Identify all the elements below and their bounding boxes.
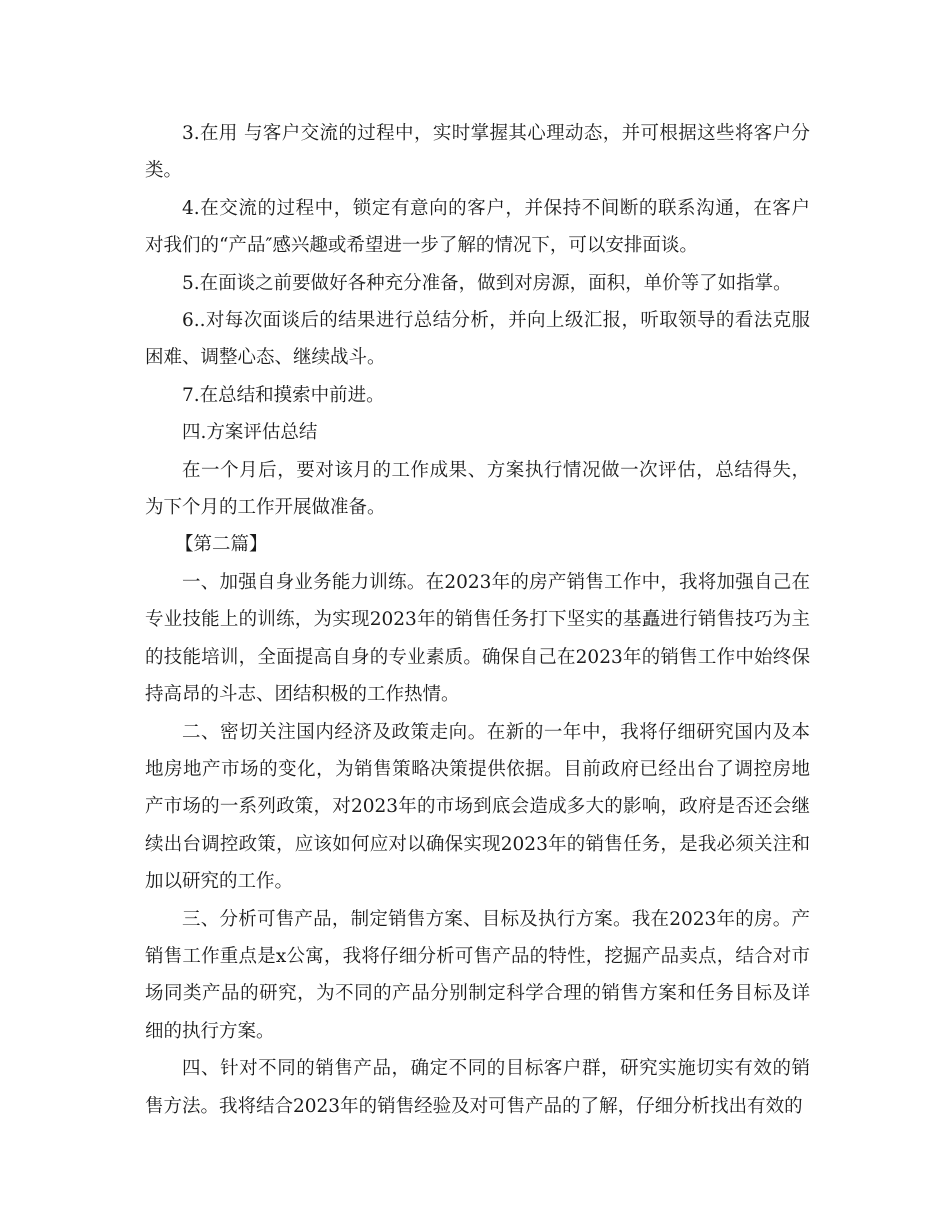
section-heading-evaluation: 四.方案评估总结 [182,422,318,444]
paragraph-evaluation: 在一个月后，要对该月的工作成果、方案执行情况做一次评估，总结得失，为下个月的工作开展做准备。 [145,459,810,519]
paragraph-step-3: 3.在用 与客户交流的过程中，实时掌握其心理动态，并可根据这些将客户分类。 [145,123,810,182]
document-body [145,115,810,1125]
paragraph-point-1: 一、加强自身业务能力训练。在2023年的房产销售工作中，我将加强自己在专业技能上的训练，为实现2023年的销售任务打下坚实的基矗进行销售技巧为主的技能培训，全面提高自身的专业素质。确保自己在2023年的销售工作中始终保持高昂的斗志、团结积极的工作热情。 [145,571,810,706]
section-title-part-two: 【第二篇】 [175,534,268,556]
paragraph-step-5: 5.在面谈之前要做好各种充分准备，做到对房源，面积，单价等了如指掌。 [182,272,792,294]
paragraph-point-4: 四、针对不同的销售产品，确定不同的目标客户群，研究实施切实有效的销售方法。我将结合2023年的销售经验及对可售产品的了解，仔细分析找出有效的 [145,1058,810,1117]
paragraph-step-7: 7.在总结和摸索中前进。 [182,384,385,406]
paragraph-point-3: 三、分析可售产品，制定销售方案、目标及执行方案。我在2023年的房。产销售工作重点是x公寓，我将仔细分析可售产品的特性，挖掘产品卖点，结合对市场同类产品的研究，为不同的产品分别制定科学合理的销售方案和任务目标及详细的执行方案。 [145,908,810,1042]
paragraph-point-2: 二、密切关注国内经济及政策走向。在新的一年中，我将仔细研究国内及本地房地产市场的变化，为销售策略决策提供依据。目前政府已经出台了调控房地产市场的一系列政策，对2023年的市场到底会造成多大的影响，政府是否还会继续出台调控政策，应该如何应对以确保实现2023年的销售任务，是我必须关注和加以研究的工作。 [145,721,810,893]
paragraph-step-6: 6..对每次面谈后的结果进行总结分析，并向上级汇报，听取领导的看法克服困难、调整心态、继续战斗。 [145,310,810,369]
paragraph-step-4: 4.在交流的过程中，锁定有意向的客户，并保持不间断的联系沟通，在客户对我们的“产品″感兴趣或希望进一步了解的情况下，可以安排面谈。 [145,197,810,257]
